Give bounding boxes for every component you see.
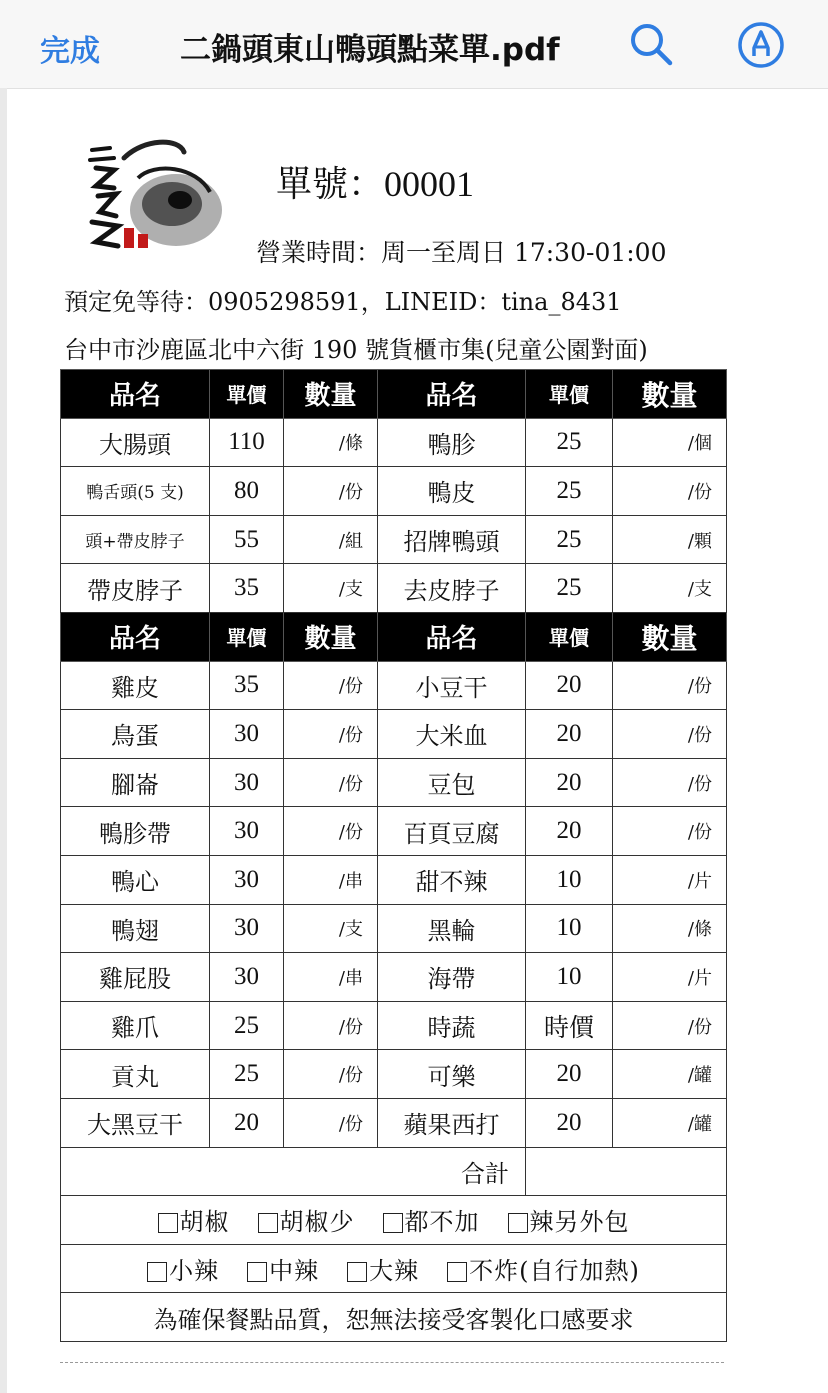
- item-name-cell: 鴨舌頭(5 支): [61, 467, 210, 516]
- item-name-cell: 百頁豆腐: [378, 807, 526, 856]
- item-name-cell: 鴨胗: [378, 418, 526, 467]
- tear-line: [60, 1362, 724, 1363]
- checkbox-icon[interactable]: [147, 1262, 167, 1282]
- price-cell: 30: [210, 758, 284, 807]
- total-label: 合計: [61, 1147, 526, 1196]
- price-cell: 55: [210, 515, 284, 564]
- quantity-cell[interactable]: /片: [613, 855, 727, 904]
- item-name-cell: 鴨翅: [61, 904, 210, 953]
- quantity-cell[interactable]: /份: [613, 1001, 727, 1050]
- column-header: 品名: [378, 370, 526, 419]
- item-name-cell: 鴨胗帶: [61, 807, 210, 856]
- quantity-cell[interactable]: /組: [284, 515, 378, 564]
- note-row: [61, 1293, 727, 1342]
- price-cell: 35: [210, 564, 284, 613]
- quantity-cell[interactable]: /罐: [613, 1050, 727, 1099]
- quantity-cell[interactable]: /條: [613, 904, 727, 953]
- quantity-cell[interactable]: /支: [284, 904, 378, 953]
- item-name-cell: 頭+帶皮脖子: [61, 515, 210, 564]
- column-header: 數量: [284, 612, 378, 661]
- quantity-cell[interactable]: /份: [284, 1050, 378, 1099]
- quantity-cell[interactable]: /份: [613, 807, 727, 856]
- quantity-cell[interactable]: /份: [284, 758, 378, 807]
- quantity-cell[interactable]: /份: [284, 1098, 378, 1147]
- table-row: [61, 418, 727, 467]
- option-label: 辣另外包: [529, 1208, 630, 1237]
- quantity-cell[interactable]: /條: [284, 418, 378, 467]
- table-row: [61, 1050, 727, 1099]
- column-header: 單價: [210, 612, 284, 661]
- price-cell: 30: [210, 904, 284, 953]
- price-cell: 25: [210, 1050, 284, 1099]
- checkbox-icon[interactable]: [508, 1213, 528, 1233]
- column-header: 品名: [61, 612, 210, 661]
- item-name-cell: 去皮脖子: [378, 564, 526, 613]
- checkbox-icon[interactable]: [447, 1262, 467, 1282]
- quantity-cell[interactable]: /份: [613, 467, 727, 516]
- price-cell: 10: [526, 953, 613, 1002]
- option-label: 胡椒: [179, 1208, 230, 1237]
- price-cell: 10: [526, 904, 613, 953]
- price-cell: 25: [210, 1001, 284, 1050]
- option-label: 都不加: [404, 1208, 480, 1237]
- reservation-info: 預定免等待：0905298591，LINEID：tina_8431: [64, 288, 622, 316]
- table-row: [61, 953, 727, 1002]
- item-name-cell: 腳崙: [61, 758, 210, 807]
- quantity-cell[interactable]: /罐: [613, 1098, 727, 1147]
- price-cell: 10: [526, 855, 613, 904]
- shop-address: 台中市沙鹿區北中六街 190 號貨櫃市集(兒童公園對面): [64, 336, 648, 364]
- column-header: 數量: [613, 370, 727, 419]
- quantity-cell[interactable]: /份: [613, 661, 727, 710]
- price-cell: 30: [210, 855, 284, 904]
- order-number: 單號：00001: [276, 164, 475, 204]
- seasoning-options: [61, 1196, 727, 1245]
- checkbox-icon[interactable]: [158, 1213, 178, 1233]
- quantity-cell[interactable]: /個: [613, 418, 727, 467]
- option-checkbox[interactable]: [347, 1257, 419, 1285]
- price-cell: 30: [210, 807, 284, 856]
- item-name-cell: 鳥蛋: [61, 710, 210, 759]
- quantity-cell[interactable]: /串: [284, 953, 378, 1002]
- item-name-cell: 鴨心: [61, 855, 210, 904]
- quantity-cell[interactable]: /份: [284, 807, 378, 856]
- column-header: 單價: [526, 612, 613, 661]
- quantity-cell[interactable]: /串: [284, 855, 378, 904]
- option-checkbox[interactable]: [447, 1257, 640, 1285]
- checkbox-icon[interactable]: [347, 1262, 367, 1282]
- document-title: 二鍋頭東山鴨頭點菜單.pdf: [180, 32, 560, 68]
- price-cell: 20: [526, 1050, 613, 1099]
- item-name-cell: 雞皮: [61, 661, 210, 710]
- business-hours: 營業時間：周一至周日 17:30-01:00: [256, 238, 667, 267]
- checkbox-icon[interactable]: [247, 1262, 267, 1282]
- item-name-cell: 甜不辣: [378, 855, 526, 904]
- column-header: 數量: [284, 370, 378, 419]
- price-cell: 30: [210, 953, 284, 1002]
- option-label: 中辣: [269, 1256, 320, 1285]
- column-header: 品名: [61, 370, 210, 419]
- option-checkbox[interactable]: [158, 1208, 230, 1236]
- checkbox-icon[interactable]: [258, 1213, 278, 1233]
- item-name-cell: 可樂: [378, 1050, 526, 1099]
- page-edge: [0, 88, 7, 1393]
- table-header-row: [61, 370, 727, 419]
- quantity-cell[interactable]: /份: [613, 758, 727, 807]
- table-row: [61, 564, 727, 613]
- table-row: [61, 855, 727, 904]
- menu-table: [60, 369, 727, 1342]
- item-name-cell: 大黑豆干: [61, 1098, 210, 1147]
- table-row: [61, 515, 727, 564]
- table-row: [61, 710, 727, 759]
- item-name-cell: 時蔬: [378, 1001, 526, 1050]
- table-row: [61, 758, 727, 807]
- item-name-cell: 帶皮脖子: [61, 564, 210, 613]
- option-label: 胡椒少: [279, 1208, 355, 1237]
- item-name-cell: 蘋果西打: [378, 1098, 526, 1147]
- item-name-cell: 招牌鴨頭: [378, 515, 526, 564]
- done-button[interactable]: 完成: [40, 34, 100, 69]
- price-cell: 25: [526, 515, 613, 564]
- price-cell: 25: [526, 467, 613, 516]
- total-row: [61, 1147, 727, 1196]
- spice-options: [61, 1244, 727, 1293]
- item-name-cell: 黑輪: [378, 904, 526, 953]
- total-value-cell[interactable]: [526, 1147, 727, 1196]
- table-row: [61, 661, 727, 710]
- price-cell: 25: [526, 564, 613, 613]
- column-header: 單價: [210, 370, 284, 419]
- quality-note: 為確保餐點品質，恕無法接受客製化口感要求: [61, 1293, 727, 1342]
- seasoning-options-cell: [61, 1196, 727, 1245]
- column-header: 單價: [526, 370, 613, 419]
- price-cell: 20: [526, 807, 613, 856]
- quantity-cell[interactable]: /支: [284, 564, 378, 613]
- table-row: [61, 1001, 727, 1050]
- item-name-cell: 小豆干: [378, 661, 526, 710]
- item-name-cell: 大米血: [378, 710, 526, 759]
- option-checkbox[interactable]: [147, 1257, 219, 1285]
- price-cell: 20: [526, 758, 613, 807]
- price-cell: 110: [210, 418, 284, 467]
- item-name-cell: 大腸頭: [61, 418, 210, 467]
- table-row: [61, 1098, 727, 1147]
- spice-options-cell: [61, 1244, 727, 1293]
- option-label: 不炸(自行加熱): [469, 1256, 640, 1285]
- quantity-cell[interactable]: /顆: [613, 515, 727, 564]
- option-checkbox[interactable]: [247, 1257, 319, 1285]
- option-label: 小辣: [169, 1256, 220, 1285]
- column-header: 品名: [378, 612, 526, 661]
- item-name-cell: 豆包: [378, 758, 526, 807]
- price-cell: 20: [526, 1098, 613, 1147]
- price-cell: 時價: [526, 1001, 613, 1050]
- item-name-cell: 鴨皮: [378, 467, 526, 516]
- option-checkbox[interactable]: [383, 1208, 480, 1236]
- quantity-cell[interactable]: /份: [613, 710, 727, 759]
- option-label: 大辣: [369, 1256, 420, 1285]
- table-header-row: [61, 612, 727, 661]
- quantity-cell[interactable]: /份: [284, 710, 378, 759]
- table-row: [61, 467, 727, 516]
- option-checkbox[interactable]: [258, 1208, 355, 1236]
- price-cell: 25: [526, 418, 613, 467]
- item-name-cell: 貢丸: [61, 1050, 210, 1099]
- price-cell: 20: [526, 661, 613, 710]
- search-icon[interactable]: [627, 20, 675, 68]
- price-cell: 30: [210, 710, 284, 759]
- item-name-cell: 海帶: [378, 953, 526, 1002]
- quantity-cell[interactable]: /份: [284, 1001, 378, 1050]
- quantity-cell[interactable]: /支: [613, 564, 727, 613]
- shop-logo: [84, 138, 226, 258]
- price-cell: 80: [210, 467, 284, 516]
- option-checkbox[interactable]: [508, 1208, 630, 1236]
- toolbar: [0, 0, 828, 89]
- checkbox-icon[interactable]: [383, 1213, 403, 1233]
- item-name-cell: 雞爪: [61, 1001, 210, 1050]
- quantity-cell[interactable]: /份: [284, 467, 378, 516]
- item-name-cell: 雞屁股: [61, 953, 210, 1002]
- quantity-cell[interactable]: /份: [284, 661, 378, 710]
- price-cell: 20: [210, 1098, 284, 1147]
- quantity-cell[interactable]: /片: [613, 953, 727, 1002]
- price-cell: 20: [526, 710, 613, 759]
- markup-pen-icon[interactable]: [736, 20, 786, 70]
- table-row: [61, 807, 727, 856]
- column-header: 數量: [613, 612, 727, 661]
- table-row: [61, 904, 727, 953]
- price-cell: 35: [210, 661, 284, 710]
